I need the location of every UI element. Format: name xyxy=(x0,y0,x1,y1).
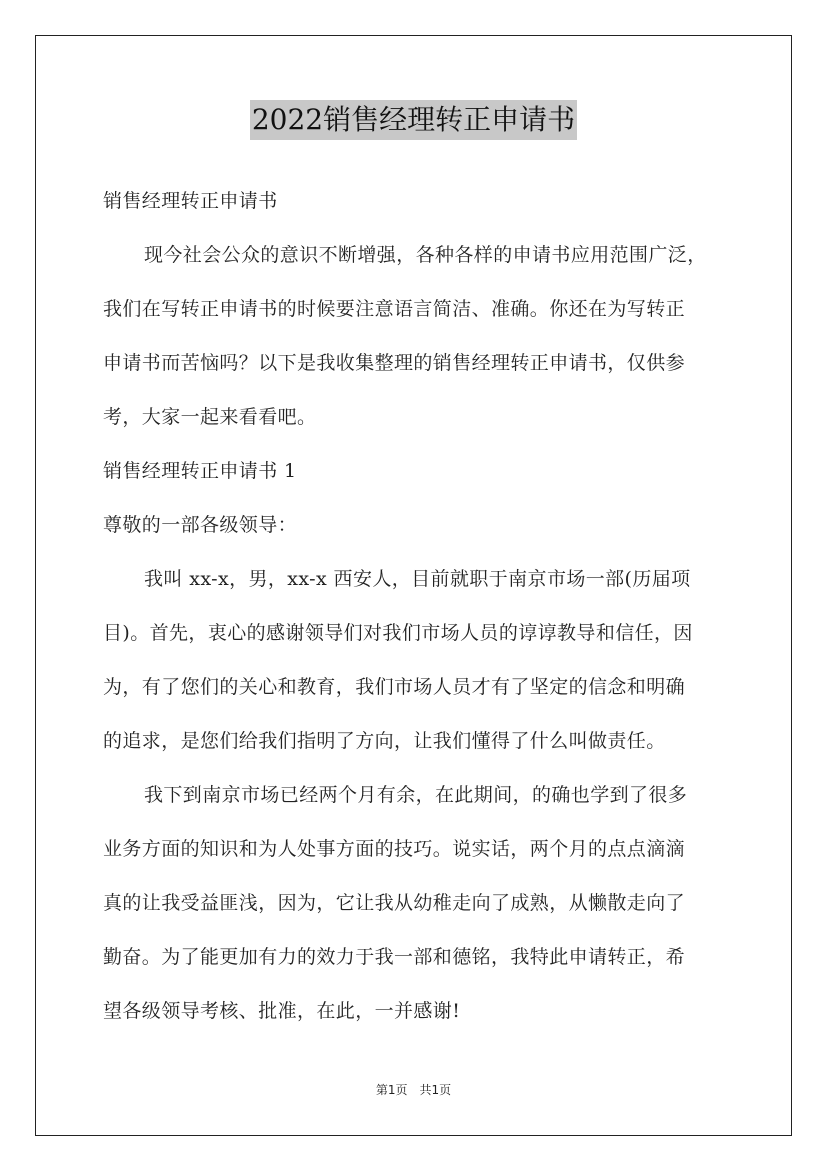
paragraph-line: 为，有了您们的关心和教育，我们市场人员才有了坚定的信念和明确 xyxy=(103,676,686,698)
paragraph-line: 望各级领导考核、批准，在此，一并感谢! xyxy=(103,1000,461,1022)
section-heading: 销售经理转正申请书 1 xyxy=(103,460,297,482)
title-wrap xyxy=(0,100,827,140)
paragraph-line: 现今社会公众的意识不断增强，各种各样的申请书应用范围广泛， xyxy=(144,244,707,266)
paragraph-line: 我下到南京市场已经两个月有余，在此期间，的确也学到了很多 xyxy=(144,784,688,806)
paragraph-line: 考，大家一起来看看吧。 xyxy=(103,406,317,428)
paragraph-line: 我们在写转正申请书的时候要注意语言简洁、准确。你还在为写转正 xyxy=(103,298,686,320)
document-body xyxy=(103,174,733,1038)
salutation: 尊敬的一部各级领导： xyxy=(103,514,298,536)
paragraph-line: 目)。首先，衷心的感谢领导们对我们市场人员的谆谆教导和信任，因 xyxy=(103,622,693,644)
document-title: 2022销售经理转正申请书 xyxy=(250,100,577,140)
paragraph-line: 勤奋。为了能更加有力的效力于我一部和德铭，我特此申请转正，希 xyxy=(103,946,686,968)
paragraph-line: 真的让我受益匪浅，因为，它让我从幼稚走向了成熟，从懒散走向了 xyxy=(103,892,686,914)
paragraph-line: 的追求，是您们给我们指明了方向，让我们懂得了什么叫做责任。 xyxy=(103,730,666,752)
paragraph-line: 业务方面的知识和为人处事方面的技巧。说实话，两个月的点点滴滴 xyxy=(103,838,686,860)
paragraph-line: 申请书而苦恼吗？以下是我收集整理的销售经理转正申请书，仅供参 xyxy=(103,352,686,374)
heading-line: 销售经理转正申请书 xyxy=(103,190,278,212)
page-footer: 第1页 共1页 xyxy=(375,1083,452,1097)
paragraph-line: 我叫 xx-x，男，xx-x 西安人，目前就职于南京市场一部(历届项 xyxy=(144,568,691,590)
